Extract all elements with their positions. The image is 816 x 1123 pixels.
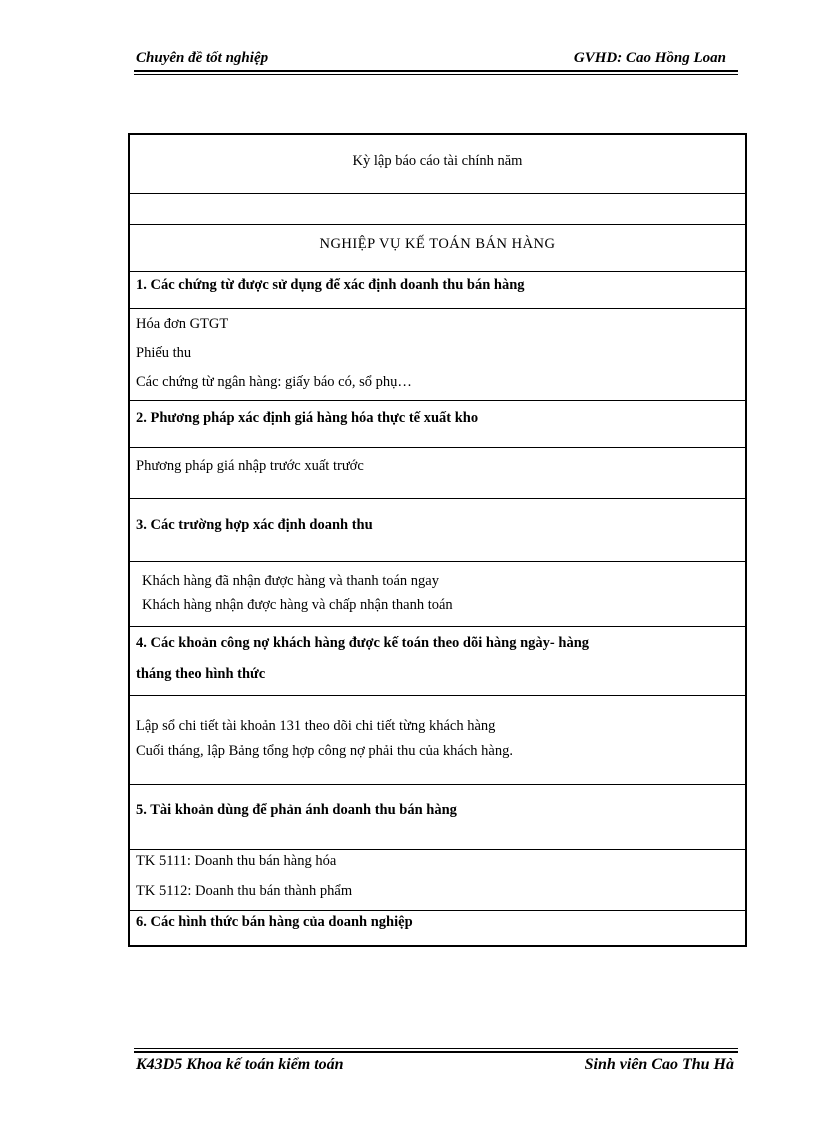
list-item: Khách hàng nhận được hàng và chấp nhận thanh toán — [142, 597, 453, 613]
section-2-heading: 2. Phương pháp xác định giá hàng hóa thực tế xuất kho — [136, 410, 479, 426]
section-heading-row — [129, 785, 746, 850]
section-heading-row — [129, 627, 746, 696]
section-4-heading-cont: tháng theo hình thức — [136, 666, 266, 682]
section-content-row — [129, 696, 746, 785]
table-row — [129, 134, 746, 194]
page-footer — [134, 1048, 738, 1088]
list-item: TK 5112: Doanh thu bán thành phẩm — [136, 883, 353, 899]
section-5-heading: 5. Tài khoản dùng để phản ánh doanh thu bán hàng — [136, 802, 457, 818]
list-item: Lập sổ chi tiết tài khoản 131 theo dõi chi tiết từng khách hàng — [136, 718, 496, 734]
list-item: Phương pháp giá nhập trước xuất trước — [136, 458, 364, 474]
list-item: Cuối tháng, lập Bảng tổng hợp công nợ phải thu của khách hàng. — [136, 743, 513, 759]
section-6-heading: 6. Các hình thức bán hàng của doanh nghiệp — [136, 914, 413, 930]
header-topic: Chuyên đề tốt nghiệp — [136, 50, 269, 66]
section-heading-row — [129, 272, 746, 309]
table-row — [129, 225, 746, 272]
table-row-empty — [129, 194, 746, 225]
section-3-heading: 3. Các trường hợp xác định doanh thu — [136, 517, 373, 533]
footer-class: K43D5 Khoa kế toán kiểm toán — [136, 1056, 344, 1073]
list-item: Phiếu thu — [136, 345, 192, 361]
section-content-row — [129, 850, 746, 911]
section-content-row — [129, 448, 746, 499]
list-item: TK 5111: Doanh thu bán hàng hóa — [136, 853, 337, 869]
section-heading-row — [129, 911, 746, 947]
section-content-row — [129, 562, 746, 627]
footer-rule — [134, 1051, 738, 1053]
header-advisor: GVHD: Cao Hồng Loan — [573, 50, 726, 66]
section-content-row — [129, 309, 746, 401]
header-rule-thin — [134, 74, 738, 75]
section-heading-row — [129, 401, 746, 448]
footer-student: Sinh viên Cao Thu Hà — [584, 1056, 734, 1073]
section-heading-row — [129, 499, 746, 562]
list-item: Khách hàng đã nhận được hàng và thanh toán ngay — [142, 573, 439, 589]
table-title: NGHIỆP VỤ KẾ TOÁN BÁN HÀNG — [319, 236, 556, 252]
sales-accounting-table — [128, 133, 747, 947]
section-4-heading: 4. Các khoản công nợ khách hàng được kế toán theo dõi hàng ngày- hàng — [136, 635, 590, 651]
reporting-period-label: Kỳ lập báo cáo tài chính năm — [352, 153, 523, 169]
list-item: Các chứng từ ngân hàng: giấy báo có, sổ phụ… — [136, 374, 412, 390]
list-item: Hóa đơn GTGT — [136, 316, 229, 332]
footer-rule-thin — [134, 1048, 738, 1049]
section-1-heading: 1. Các chứng từ được sử dụng để xác định doanh thu bán hàng — [136, 277, 525, 293]
page-header — [134, 46, 738, 74]
header-rule — [134, 70, 738, 72]
